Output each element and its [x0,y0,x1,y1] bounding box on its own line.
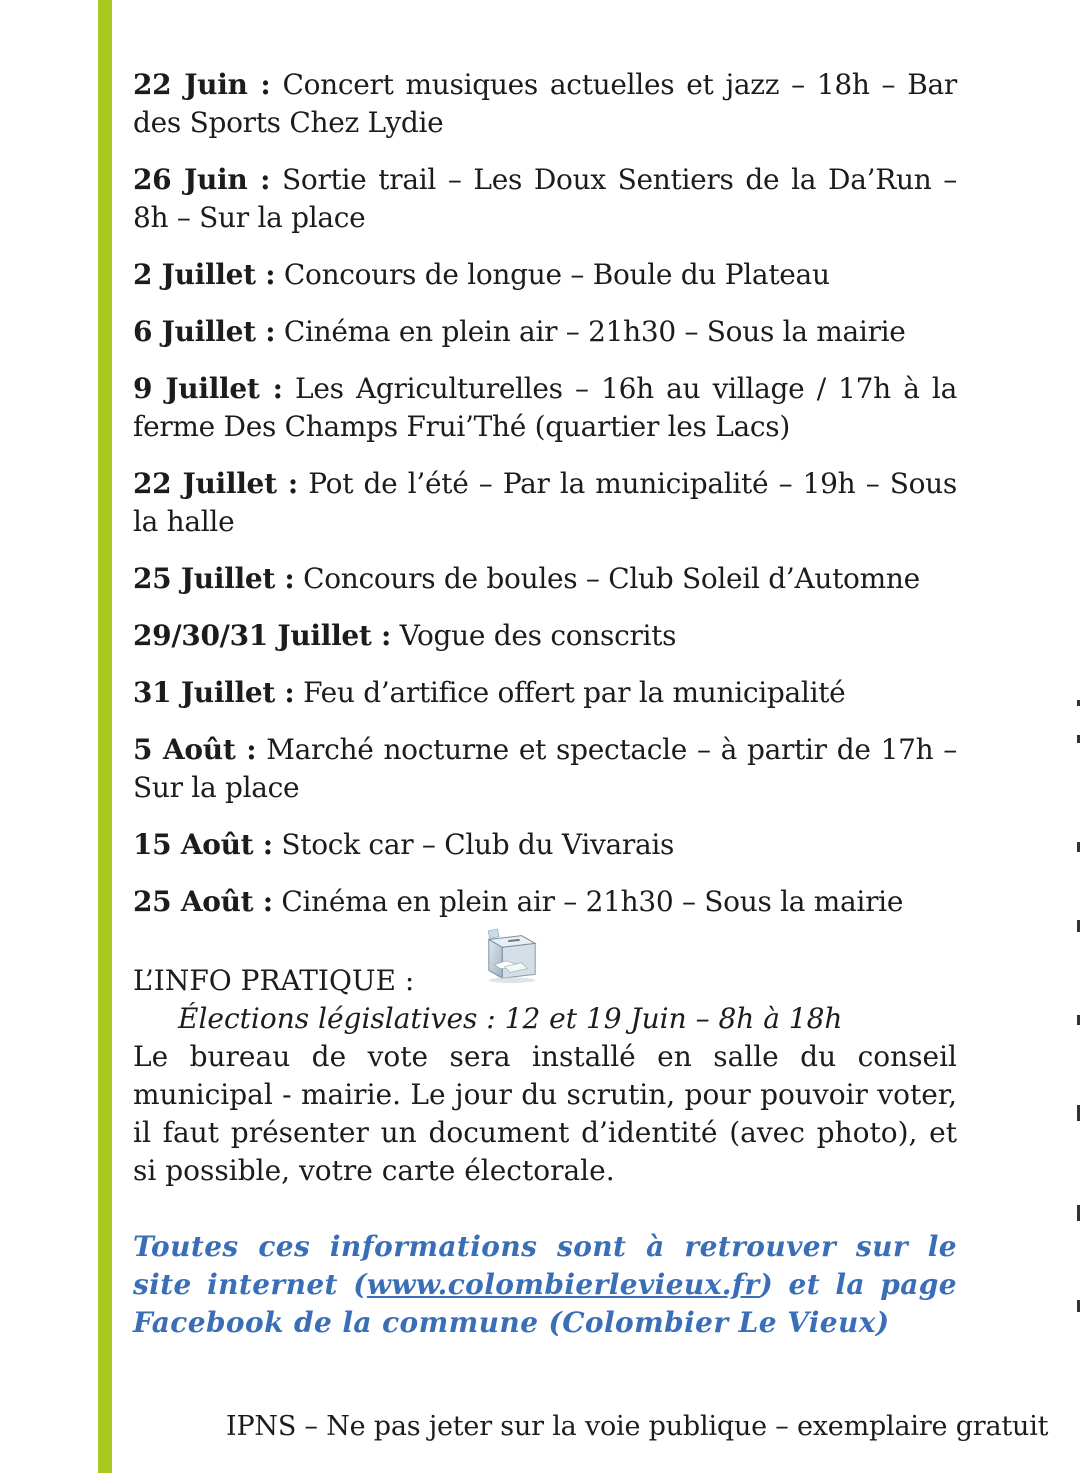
event-date: 22 Juillet : [133,467,298,500]
event-date: 29/30/31 Juillet : [133,619,392,652]
voting-info-text: Le bureau de vote sera installé en salle du conseil municipal - mairie. Le jour du scrutin, pour pouvoir voter, il faut présenter un document d’identité (avec photo), et si possible, votre carte électorale. [133,1040,957,1187]
info-heading-row [133,962,957,1000]
event-date: 9 Juillet : [133,372,283,405]
page-edge-marks [1074,0,1080,1473]
event-list [133,66,957,921]
event-date: 25 Août : [133,885,273,918]
event-item [133,370,957,446]
event-item [133,731,957,807]
event-item [133,617,957,655]
event-item [133,161,957,237]
event-text: Concours de boules – Club Soleil d’Automne [294,562,920,595]
event-item [133,66,957,142]
event-date: 31 Juillet : [133,676,295,709]
event-item [133,465,957,541]
footer-ipns: IPNS – Ne pas jeter sur la voie publique – exemplaire gratuit [226,1411,1049,1442]
green-margin-bar [98,0,112,1473]
event-text: Sortie trail – Les Doux Sentiers de la Da’Run – 8h – Sur la place [133,163,957,234]
event-item [133,883,957,921]
event-date: 25 Juillet : [133,562,295,595]
event-text: Pot de l’été – Par la municipalité – 19h – Sous la halle [133,467,957,538]
event-text: Vogue des conscrits [391,619,677,652]
agenda-content [133,66,957,1370]
event-date: 2 Juillet : [133,258,276,291]
event-text: Marché nocturne et spectacle – à partir de 17h – Sur la place [133,733,957,804]
event-item [133,256,957,294]
event-date: 26 Juin : [133,163,271,196]
event-text: Les Agriculturelles – 16h au village / 17h à la ferme Des Champs Frui’Thé (quartier les Lacs) [133,372,957,443]
info-heading: L’INFO PRATIQUE : [133,964,415,997]
website-link[interactable]: www.colombierlevieux.fr [366,1268,760,1301]
event-text: Stock car – Club du Vivarais [272,828,675,861]
website-info [133,1228,957,1342]
election-dates: Élections législatives : 12 et 19 Juin – 8h à 18h [178,1002,843,1035]
event-date: 15 Août : [133,828,273,861]
event-text: Cinéma en plein air – 21h30 – Sous la mairie [272,885,904,918]
event-item [133,560,957,598]
ballot-box-icon [483,926,541,984]
event-item [133,826,957,864]
event-item [133,313,957,351]
event-date: 6 Juillet : [133,315,276,348]
event-text: Concert musiques actuelles et jazz – 18h – Bar des Sports Chez Lydie [133,68,957,139]
event-text: Feu d’artifice offert par la municipalité [294,676,846,709]
website-info-intro: Toutes ces informations sont à retrouver sur le site internet ( [133,1230,957,1301]
event-item [133,674,957,712]
event-date: 22 Juin : [133,68,271,101]
event-date: 5 Août : [133,733,257,766]
website-info-outro: ) et la page Facebook de la commune (Colombier Le Vieux) [133,1268,957,1339]
event-text: Cinéma en plein air – 21h30 – Sous la mairie [275,315,906,348]
event-text: Concours de longue – Boule du Plateau [275,258,830,291]
